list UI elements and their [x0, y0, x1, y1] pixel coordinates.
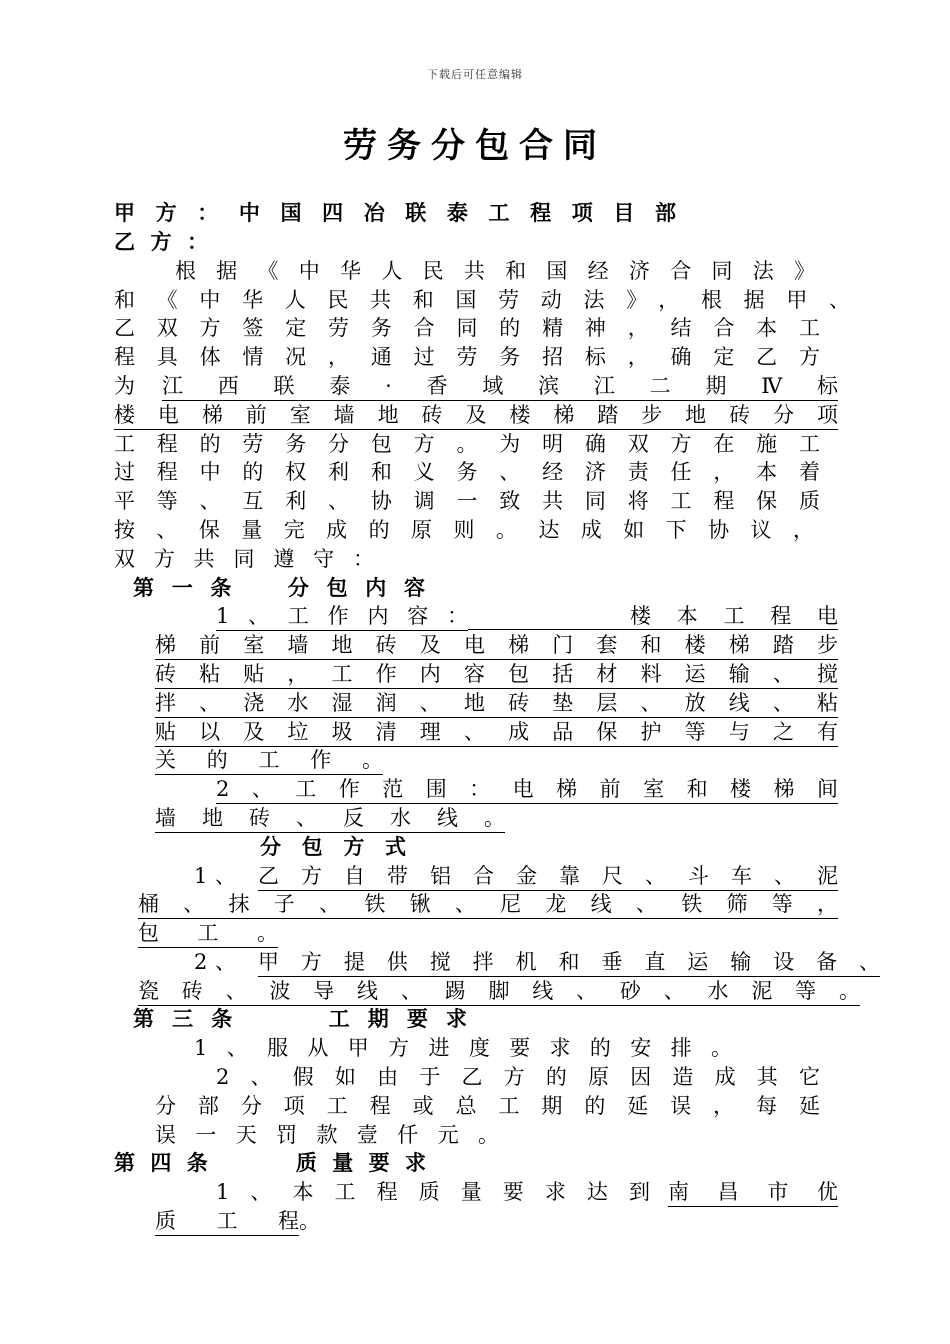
intro-line-11: 双方共同遵守： [114, 547, 374, 571]
article-1-line-2: 梯前室墙地砖及电梯门套和楼梯踏步 [155, 631, 838, 660]
article-2-item-2-number: 2、 [194, 950, 236, 974]
article-1-item-1-text: 楼本工程电 [468, 602, 838, 630]
intro-line-3: 乙双方签定劳务合同的精神，结合本工 [114, 316, 820, 340]
article-4-heading: 第四条 质量要求 [114, 1150, 426, 1175]
intro-line-9: 平等、互利、协调一致共同将工程保质 [114, 489, 820, 513]
article-2-item-2-line-1: 甲方提供搅拌机和垂直运输设备、 [258, 948, 880, 977]
intro-line-6-underlined: 楼电梯前室墙地砖及楼梯踏步地砖分项 [114, 401, 838, 430]
article-2-item-1-number: 1、 [194, 864, 236, 888]
party-b-line: 乙方： [114, 229, 208, 254]
intro-line-7: 工程的劳务分包方。为明确双方在施工 [114, 432, 820, 456]
article-3-item-2-line-1: 2、假如由于乙方的原因造成其它 [216, 1065, 820, 1089]
article-2-item-1-line-3: 包工。 [138, 919, 278, 948]
article-4-item-1-text: 1、本工程质量要求达到 [216, 1180, 650, 1204]
quality-standard-underlined: 南昌市优 [668, 1178, 838, 1207]
intro-line-4: 程具体情况，通过劳务招标，确定乙方 [114, 345, 820, 369]
header-note: 下载后可任意编辑 [427, 68, 523, 81]
article-1-line-5: 贴以及垃圾清理、成品保护等与之有 [155, 718, 838, 747]
document-title: 劳务分包合同 [343, 126, 607, 166]
article-2-item-1-line-1: 乙方自带铝合金靠尺、斗车、泥 [258, 862, 838, 891]
party-a-line: 甲方：中国四冶联泰工程项目部 [114, 200, 676, 225]
intro-line-10: 按、保量完成的原则。达成如下协议， [114, 518, 814, 542]
article-2-item-2-line-2: 瓷砖、波导线、踢脚线、砂、水泥等。 [138, 977, 860, 1006]
article-1-line-4: 拌、浇水湿润、地砖垫层、放线、粘 [155, 689, 838, 718]
article-3-heading: 第三条 工期要求 [133, 1006, 467, 1031]
article-1-item-2-line-2: 墙地砖、反水线。 [155, 804, 505, 833]
article-1-item-2: 2、工作范围：电梯前室和楼梯间 [216, 775, 838, 804]
article-3-item-1: 1、服从甲方进度要求的安排。 [194, 1036, 732, 1060]
article-3-item-2-line-3: 误一天罚款壹仟元。 [155, 1123, 499, 1147]
intro-line-8: 过程中的权利和义务、经济责任，本着 [114, 460, 820, 484]
project-name-underlined: 江西联泰·香域滨江二期Ⅳ标 [162, 372, 838, 401]
intro-line-5-prefix: 为 [114, 374, 135, 398]
article-1-line-3: 砖粘贴，工作内容包括材料运输、搅 [155, 660, 838, 689]
article-1-line-6: 关的工作。 [155, 746, 383, 775]
article-2-heading: 分包方式 [260, 834, 406, 859]
article-3-item-2-line-2: 分部分项工程或总工期的延误，每延 [155, 1094, 820, 1118]
intro-line-1: 根据《中华人民共和国经济合同法》 [175, 259, 815, 283]
article-4-period: 。 [299, 1209, 320, 1233]
intro-line-2: 和《中华人民共和国劳动法》，根据甲、 [114, 288, 850, 312]
article-1-item-1-label: 1、工作内容： [216, 602, 468, 631]
article-2-item-1-line-2: 桶、抹子、铁锹、尼龙线、铁筛等， [138, 890, 838, 919]
article-1-heading: 第一条 分包内容 [133, 575, 425, 600]
article-4-item-1-line-2: 质工程 [155, 1207, 299, 1236]
